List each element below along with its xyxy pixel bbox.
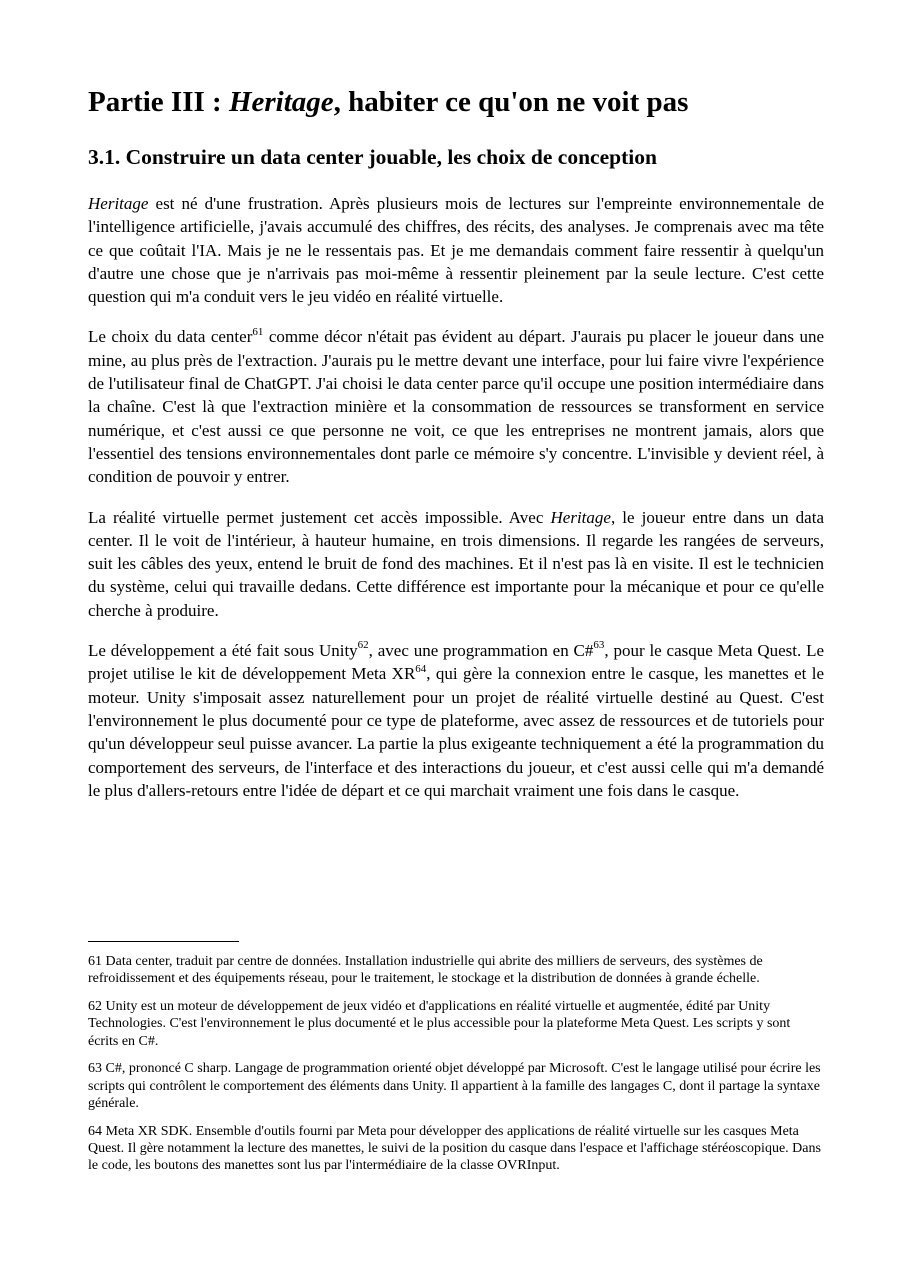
footnote-ref-61: 61 — [252, 325, 264, 338]
paragraph-1-italic: Heritage — [88, 194, 149, 213]
paragraph-2 — [88, 325, 824, 488]
footnote-64: 64 Meta XR SDK. Ensemble d'outils fourni par Meta pour développer des applications de réalité virtuelle sur les casques Meta Quest. Il gère notamment la lecture des manettes, le suivi de la position du casque dans l'espace et l'affichage stéréoscopique. Dans le code, les boutons des manettes sont lus par l'intermédiaire de la classe OVRInput. — [88, 1123, 821, 1174]
paragraph-3-italic: Heritage — [550, 507, 611, 527]
paragraph-3-text-b: , le joueur entre dans un data center. Il le voit de l'intérieur, à hauteur humaine, en trois dimensions. Il regarde les rangées de serveurs, suit les câbles des yeux, entend le bruit de fond des machines. Et il n'est pas là en visite. Il est le technicien du système, celui qui travaille dedans. Cette différence est importante pour la mécanique et pour ce qu'elle cherche à produire. — [88, 507, 824, 620]
footnote-separator — [88, 941, 239, 942]
part-title-suffix: , habiter ce qu'on ne voit pas — [333, 86, 689, 118]
body-text — [88, 192, 824, 802]
footnotes — [88, 953, 824, 1185]
paragraph-4-text-b: , avec une programmation en C# — [368, 641, 594, 661]
footnote-ref-63: 63 — [593, 639, 605, 652]
part-title-italic: Heritage — [228, 86, 334, 118]
paragraph-3 — [88, 506, 824, 622]
part-title — [88, 84, 688, 120]
footnote-61: 61 Data center, traduit par centre de données. Installation industrielle qui abrite des milliers de serveurs, des systèmes de refroidissement et des équipements réseau, pour le traitement, le stockage et la distribution de données à grande échelle. — [88, 954, 763, 987]
paragraph-1-text: est né d'une frustration. Après plusieurs mois de lectures sur l'empreinte environnementale de l'intelligence artificielle, j'avais accumulé des chiffres, des récits, des analyses. Je comprenais avec ma tête ce que coûtait l'IA. Mais je ne le ressentais pas. Et je me demandais comment faire ressentir à quelqu'un d'autre une chose que je n'arrivais pas moi-même à ressentir pleinement par la seule lecture. C'est cette question qui m'a conduit vers le jeu vidéo en réalité virtuelle. — [88, 194, 824, 307]
footnote-ref-64: 64 — [415, 662, 427, 675]
paragraph-4-text-d: , qui gère la connexion entre le casque, les manettes et le moteur. Unity s'imposait assez naturellement pour un projet de réalité virtuelle destiné au Quest. C'est l'environnement le plus documenté pour ce type de plateforme, avec assez de ressources et de tutoriels pour qu'un développeur seul puisse avancer. La partie la plus exigeante techniquement a été la programmation du comportement des serveurs, de l'interface et des interactions du joueur, et c'est aussi celle qui m'a demandé le plus d'allers-retours entre l'idée de départ et ce qui marchait vraiment une fois dans le casque. — [88, 664, 824, 800]
section-title: 3.1. Construire un data center jouable, les choix de conception — [88, 145, 657, 169]
paragraph-3-text-a: La réalité virtuelle permet justement cet accès impossible. Avec — [88, 507, 551, 527]
footnote-62: 62 Unity est un moteur de développement de jeux vidéo et d'applications en réalité virtuelle et augmentée, édité par Unity Technologies. C'est l'environnement le plus documenté et le plus accessible pour la plateforme Meta Quest. Les scripts y sont écrits en C#. — [88, 999, 791, 1049]
paragraph-1 — [88, 192, 824, 308]
paragraph-2-text-b: comme décor n'était pas évident au départ. J'aurais pu placer le joueur dans une mine, au plus près de l'extraction. J'aurais pu le mettre devant une interface, pour lui faire vivre l'expérience de l'utilisateur final de ChatGPT. J'ai choisi le data center parce qu'il occupe une position intermédiaire dans la chaîne. C'est là que l'extraction minière et la consommation de ressources se transforment en service numérique, et c'est aussi ce que personne ne voit, ce que les entreprises ne montrent jamais, alors que l'essentiel des tensions environnementales dont parle ce mémoire s'y concentre. L'invisible y devient réel, à condition de pouvoir y entrer. — [88, 327, 824, 487]
paragraph-4-text-c: , pour le casque Meta Quest. Le projet utilise le kit de développement Meta XR — [88, 641, 825, 684]
footnote-63: 63 C#, prononcé C sharp. Langage de programmation orienté objet développé par Microsoft. C'est le langage utilisé pour écrire les scripts qui contrôlent le comportement des éléments dans Unity. Il appartient à la famille des langages C, dont il partage la syntaxe générale. — [88, 1061, 821, 1112]
paragraph-4-text-a: Le développement a été fait sous Unity — [88, 641, 358, 661]
footnote-ref-62: 62 — [357, 639, 369, 652]
part-title-prefix: Partie III : — [88, 86, 229, 118]
paragraph-2-text-a: Le choix du data center — [88, 327, 253, 347]
document-page — [88, 0, 824, 1287]
paragraph-4 — [88, 639, 824, 802]
